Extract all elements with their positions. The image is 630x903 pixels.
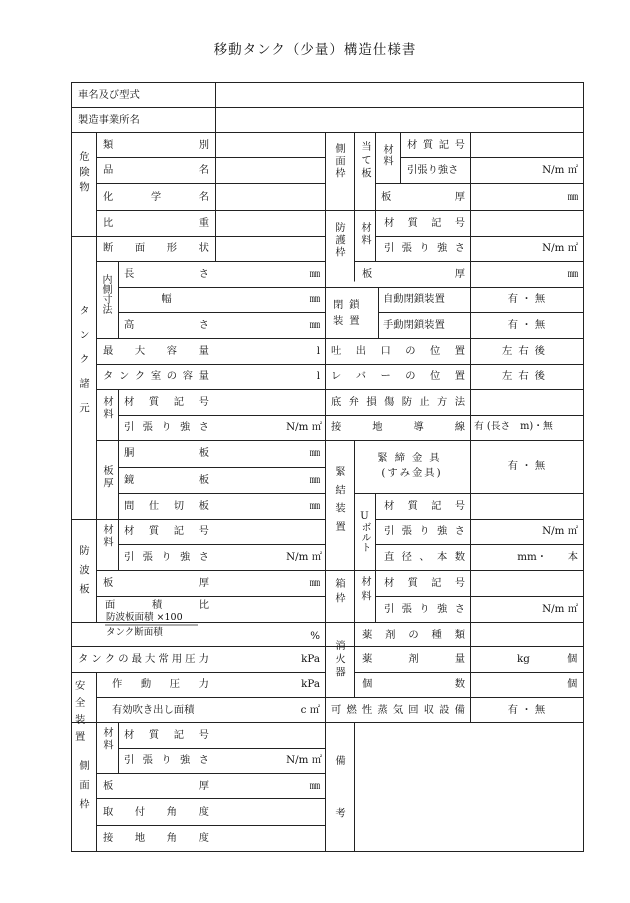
- extinguisher-count-ko: 個: [567, 678, 578, 690]
- lever-position-value: 左右後: [502, 370, 551, 382]
- outlet-position: 吐 出 口 の 位 置: [331, 345, 465, 357]
- tank-material-group: 材料: [101, 396, 113, 421]
- baffle-area-ratio: 面 積 比: [105, 599, 209, 611]
- tank-length: 長 さ: [124, 268, 209, 280]
- unit-mm: ㎜: [309, 319, 320, 331]
- unit-mm: ㎜: [309, 268, 320, 280]
- manufacturer-label: 製造事業所名: [78, 114, 140, 126]
- frame-left-header: 側面枠: [77, 760, 89, 818]
- extinguisher-ko: 個: [567, 653, 578, 665]
- baffle-plate: 板 厚: [103, 577, 209, 589]
- frame-left-tensile: 引 張 り 強 さ: [124, 754, 209, 766]
- closure-auto: 自動閉鎖装置: [383, 293, 445, 305]
- unit-nmm2: N/m ㎡: [286, 754, 322, 766]
- valve-protect: 底 弁 損 傷 防 止 方 法: [331, 396, 465, 408]
- box-frame-tensile: 引 張 り 強 さ: [384, 603, 465, 615]
- closure-header: 閉鎖装置: [333, 299, 366, 327]
- tank-body-plate: 胴 板: [124, 447, 209, 459]
- side-frame-tensile: 引張り強さ: [407, 164, 459, 176]
- frame-left-ground-angle: 接 地 角 度: [103, 832, 209, 844]
- hazmat-gravity: 比 重: [103, 217, 209, 229]
- frame-left-plate: 板 厚: [103, 780, 209, 792]
- fastening-header: 緊結装置: [333, 466, 345, 540]
- fastening-fittings-sub: (すみ金具): [381, 467, 443, 479]
- unit-mm: ㎜: [309, 293, 320, 305]
- unit-nmm2: N/m ㎡: [542, 603, 578, 615]
- page-title: 移動タンク（少量）構造仕様書: [213, 42, 417, 58]
- unit-mm: ㎜: [567, 268, 578, 280]
- baffle-material-group: 材料: [101, 524, 113, 549]
- closure-manual: 手動閉鎖装置: [383, 319, 445, 331]
- unit-nmm2: N/m ㎡: [286, 551, 322, 563]
- tank-mirror-plate: 鏡 板: [124, 474, 209, 486]
- extinguisher-header: 消火器: [333, 640, 345, 680]
- vapor-recovery: 可 燃 性 蒸 気 回 収 設 備: [331, 704, 465, 716]
- outlet-position-value: 左右後: [502, 345, 551, 357]
- unit-mm: ㎜: [309, 500, 320, 512]
- frame-left-mat-code: 材 質 記 号: [124, 729, 209, 741]
- baffle-tensile: 引 張 り 強 さ: [124, 551, 209, 563]
- box-frame-material-group: 材料: [359, 576, 371, 605]
- unit-kpa: kPa: [301, 653, 320, 665]
- vapor-recovery-value: 有 ・ 無: [507, 704, 546, 716]
- max-pressure-label: タ ン ク の 最 大 常 用 圧 力: [78, 653, 209, 665]
- safety-op-pressure: 作 動 圧 力: [112, 678, 209, 690]
- hazmat-chemical: 化 学 名: [103, 191, 209, 203]
- protect-frame-header: 防護枠: [333, 222, 345, 259]
- safety-header: 安全装置: [75, 680, 89, 743]
- grounding-value: 有 (長さ m)・無: [474, 421, 553, 432]
- unit-l: l: [316, 345, 320, 357]
- tank-inner-label: 内側寸法: [100, 274, 111, 314]
- box-frame-header: 箱枠: [333, 578, 345, 607]
- lever-position: レ バ ー の 位 置: [331, 370, 465, 382]
- grounding: 接 地 導 線: [331, 421, 465, 433]
- protect-frame-mat-code: 材 質 記 号: [384, 217, 465, 229]
- tank-section: 断 面 形 状: [103, 242, 209, 254]
- protect-frame-plate: 板 厚: [362, 268, 465, 280]
- extinguisher-agent-amount: 薬 剤 量: [362, 653, 465, 665]
- baffle-frac-num: 防波板面積 ×100: [106, 612, 183, 623]
- unit-nmm2: N/m ㎡: [542, 242, 578, 254]
- tank-header: タンク諸元: [77, 305, 89, 427]
- tank-partition-plate: 間 仕 切 板: [124, 500, 209, 512]
- extinguisher-agent-type: 薬 剤 の 種 類: [362, 629, 465, 641]
- extinguisher-kg: kg: [517, 653, 530, 665]
- unit-mm: ㎜: [309, 447, 320, 459]
- unit-cm2: c ㎡: [300, 704, 320, 716]
- hazmat-class: 類 別: [103, 139, 209, 151]
- fastening-diameter-value: mm・ 本: [517, 551, 578, 563]
- safety-effective-area: 有効吹き出し面積: [112, 704, 195, 716]
- tank-mat-code: 材 質 記 号: [124, 396, 209, 408]
- frame-left-material-group: 材料: [101, 727, 113, 752]
- tank-tensile: 引 張 り 強 さ: [124, 421, 209, 433]
- unit-nmm2: N/m ㎡: [286, 421, 322, 433]
- tank-room-capacity: タ ン ク 室 の 容 量: [103, 370, 209, 382]
- unit-mm: ㎜: [309, 474, 320, 486]
- closure-auto-value: 有 ・ 無: [507, 293, 546, 305]
- baffle-frac-den: タンク断面積: [106, 627, 163, 638]
- fastening-mat-code: 材 質 記 号: [384, 500, 465, 512]
- hazmat-product: 品 名: [103, 164, 209, 176]
- fastening-bolt: Uボルト: [359, 511, 370, 552]
- unit-mm: ㎜: [567, 191, 578, 203]
- side-frame-pad: 当て板: [359, 141, 371, 181]
- extinguisher-count: 個 数: [362, 678, 465, 690]
- tank-height: 高 さ: [124, 319, 209, 331]
- unit-pct: %: [310, 630, 320, 642]
- box-frame-mat-code: 材 質 記 号: [384, 577, 465, 589]
- side-frame-material-group: 材料: [381, 144, 393, 167]
- protect-frame-material-group: 材料: [359, 222, 371, 247]
- unit-kpa: kPa: [301, 678, 320, 690]
- protect-frame-tensile: 引 張 り 強 さ: [384, 242, 465, 254]
- unit-l: l: [316, 370, 320, 382]
- side-frame-header: 側面枠: [333, 143, 345, 180]
- tank-thickness-group: 板厚: [101, 465, 113, 490]
- tank-max-capacity: 最 大 容 量: [103, 345, 209, 357]
- side-frame-plate: 板 厚: [381, 191, 465, 203]
- closure-manual-value: 有 ・ 無: [507, 319, 546, 331]
- vehicle-label: 車名及び型式: [78, 89, 140, 101]
- frame-left-mount-angle: 取 付 角 度: [103, 806, 209, 818]
- fastening-fittings: 緊締金具: [377, 452, 447, 464]
- side-frame-mat-code: 材 質 記 号: [407, 139, 465, 151]
- baffle-mat-code: 材 質 記 号: [124, 525, 209, 537]
- fastening-value: 有 ・ 無: [507, 460, 546, 472]
- unit-nmm2: N/m ㎡: [542, 525, 578, 537]
- unit-mm: ㎜: [309, 780, 320, 792]
- baffle-header: 防波板: [77, 545, 89, 603]
- fastening-tensile: 引 張 り 強 さ: [384, 525, 465, 537]
- remarks-header: 備考: [333, 755, 345, 860]
- tank-width: 幅: [161, 293, 172, 305]
- unit-mm: ㎜: [309, 577, 320, 589]
- hazmat-header: 危険物: [77, 151, 89, 197]
- fastening-diameter: 直 径 、 本 数: [384, 551, 465, 563]
- unit-nmm2: N/m ㎡: [542, 164, 578, 176]
